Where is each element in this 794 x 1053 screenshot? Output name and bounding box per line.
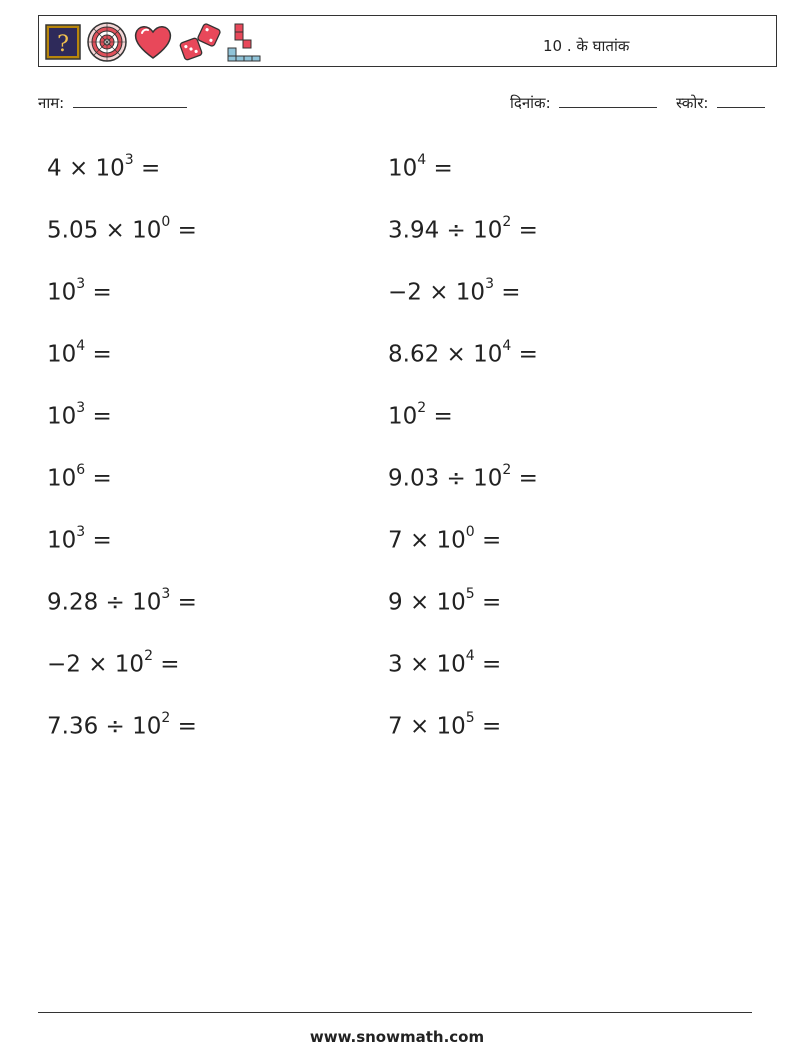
score-blank[interactable] bbox=[717, 93, 765, 108]
problem-right-8 bbox=[388, 582, 501, 618]
problem-right-9 bbox=[388, 644, 501, 680]
problem-equals: = bbox=[153, 651, 180, 678]
problem-base: 9.03 ÷ 10 bbox=[388, 465, 503, 492]
problem-equals: = bbox=[474, 589, 502, 616]
name-field bbox=[38, 93, 187, 113]
problem-base: 5.05 × 10 bbox=[47, 217, 162, 244]
problem-equals: = bbox=[85, 527, 112, 554]
problem-left-8 bbox=[47, 582, 197, 618]
problem-exponent: 4 bbox=[465, 648, 475, 664]
problem-right-4 bbox=[388, 334, 538, 370]
problem-exponent: 2 bbox=[502, 214, 512, 230]
svg-text:?: ? bbox=[57, 32, 69, 57]
problem-left-1 bbox=[47, 148, 160, 184]
problem-base: 9 × 10 bbox=[388, 589, 466, 616]
problem-base: 4 × 10 bbox=[47, 155, 125, 182]
problem-exponent: 3 bbox=[76, 524, 86, 540]
problem-base: 7.36 ÷ 10 bbox=[47, 713, 162, 740]
problem-right-6 bbox=[388, 458, 538, 494]
problem-base: −2 × 10 bbox=[388, 279, 486, 306]
problem-base: 9.28 ÷ 10 bbox=[47, 589, 162, 616]
problem-right-10 bbox=[388, 706, 501, 742]
problem-equals: = bbox=[494, 279, 521, 306]
problem-equals: = bbox=[474, 527, 502, 554]
problem-left-9 bbox=[47, 644, 180, 680]
problem-left-2 bbox=[47, 210, 197, 246]
problem-base: −2 × 10 bbox=[47, 651, 145, 678]
question-box-icon bbox=[45, 24, 81, 60]
problem-exponent: 3 bbox=[161, 586, 171, 602]
problem-exponent: 2 bbox=[502, 462, 512, 478]
problem-exponent: 5 bbox=[465, 586, 475, 602]
problem-equals: = bbox=[474, 651, 502, 678]
problem-right-3 bbox=[388, 272, 521, 308]
dice-icon bbox=[179, 22, 221, 62]
dartboard-icon bbox=[87, 22, 127, 62]
problem-right-1 bbox=[388, 148, 453, 184]
problem-equals: = bbox=[170, 589, 197, 616]
problem-exponent: 0 bbox=[465, 524, 475, 540]
problem-exponent: 2 bbox=[144, 648, 153, 664]
problem-right-5 bbox=[388, 396, 453, 432]
problem-exponent: 3 bbox=[124, 152, 134, 168]
problem-exponent: 6 bbox=[76, 462, 86, 478]
problem-exponent: 2 bbox=[417, 400, 427, 416]
problem-left-6 bbox=[47, 458, 112, 494]
problem-right-7 bbox=[388, 520, 501, 556]
name-label: नाम: bbox=[38, 94, 65, 112]
problem-base: 3.94 ÷ 10 bbox=[388, 217, 503, 244]
problem-base: 7 × 10 bbox=[388, 527, 466, 554]
worksheet-header bbox=[38, 15, 777, 67]
problem-left-4 bbox=[47, 334, 112, 370]
problem-exponent: 5 bbox=[465, 710, 475, 726]
date-blank[interactable] bbox=[559, 93, 657, 108]
problem-equals: = bbox=[85, 279, 112, 306]
problem-equals: = bbox=[511, 341, 538, 368]
problem-exponent: 4 bbox=[417, 152, 427, 168]
problem-exponent: 2 bbox=[161, 710, 171, 726]
problem-equals: = bbox=[426, 155, 453, 182]
problem-equals: = bbox=[511, 465, 538, 492]
problem-equals: = bbox=[511, 217, 538, 244]
heart-icon bbox=[133, 23, 173, 61]
problem-left-10 bbox=[47, 706, 197, 742]
problem-exponent: 0 bbox=[161, 214, 171, 230]
problem-base: 3 × 10 bbox=[388, 651, 466, 678]
problem-exponent: 4 bbox=[76, 338, 86, 354]
problem-equals: = bbox=[133, 155, 161, 182]
problem-exponent: 3 bbox=[485, 276, 494, 292]
problem-equals: = bbox=[426, 403, 453, 430]
problem-base: 10 bbox=[388, 155, 418, 182]
worksheet-title: 10 . के घातांक bbox=[543, 37, 630, 55]
problem-equals: = bbox=[85, 341, 112, 368]
problem-base: 10 bbox=[47, 279, 77, 306]
problem-equals: = bbox=[170, 713, 197, 740]
problem-right-2 bbox=[388, 210, 538, 246]
problem-exponent: 3 bbox=[76, 276, 86, 292]
problem-equals: = bbox=[85, 465, 112, 492]
problem-base: 10 bbox=[47, 465, 77, 492]
header-icons bbox=[45, 20, 261, 64]
problem-base: 10 bbox=[47, 527, 77, 554]
problem-exponent: 3 bbox=[76, 400, 86, 416]
problem-left-3 bbox=[47, 272, 112, 308]
date-field bbox=[510, 93, 657, 113]
score-label: स्कोर: bbox=[676, 94, 709, 112]
date-label: दिनांक: bbox=[510, 94, 551, 112]
footer-website: www.snowmath.com bbox=[309, 1028, 485, 1046]
problem-base: 10 bbox=[47, 341, 77, 368]
problem-left-5 bbox=[47, 396, 112, 432]
problem-equals: = bbox=[474, 713, 502, 740]
problem-left-7 bbox=[47, 520, 112, 556]
problem-equals: = bbox=[85, 403, 112, 430]
problem-exponent: 4 bbox=[502, 338, 512, 354]
name-blank[interactable] bbox=[73, 93, 187, 108]
problem-base: 10 bbox=[388, 403, 418, 430]
problem-equals: = bbox=[170, 217, 197, 244]
problem-base: 7 × 10 bbox=[388, 713, 466, 740]
problem-base: 10 bbox=[47, 403, 77, 430]
problem-base: 8.62 × 10 bbox=[388, 341, 503, 368]
footer-divider bbox=[38, 1012, 752, 1013]
tetris-blocks-icon bbox=[227, 22, 261, 62]
score-field bbox=[676, 93, 765, 113]
